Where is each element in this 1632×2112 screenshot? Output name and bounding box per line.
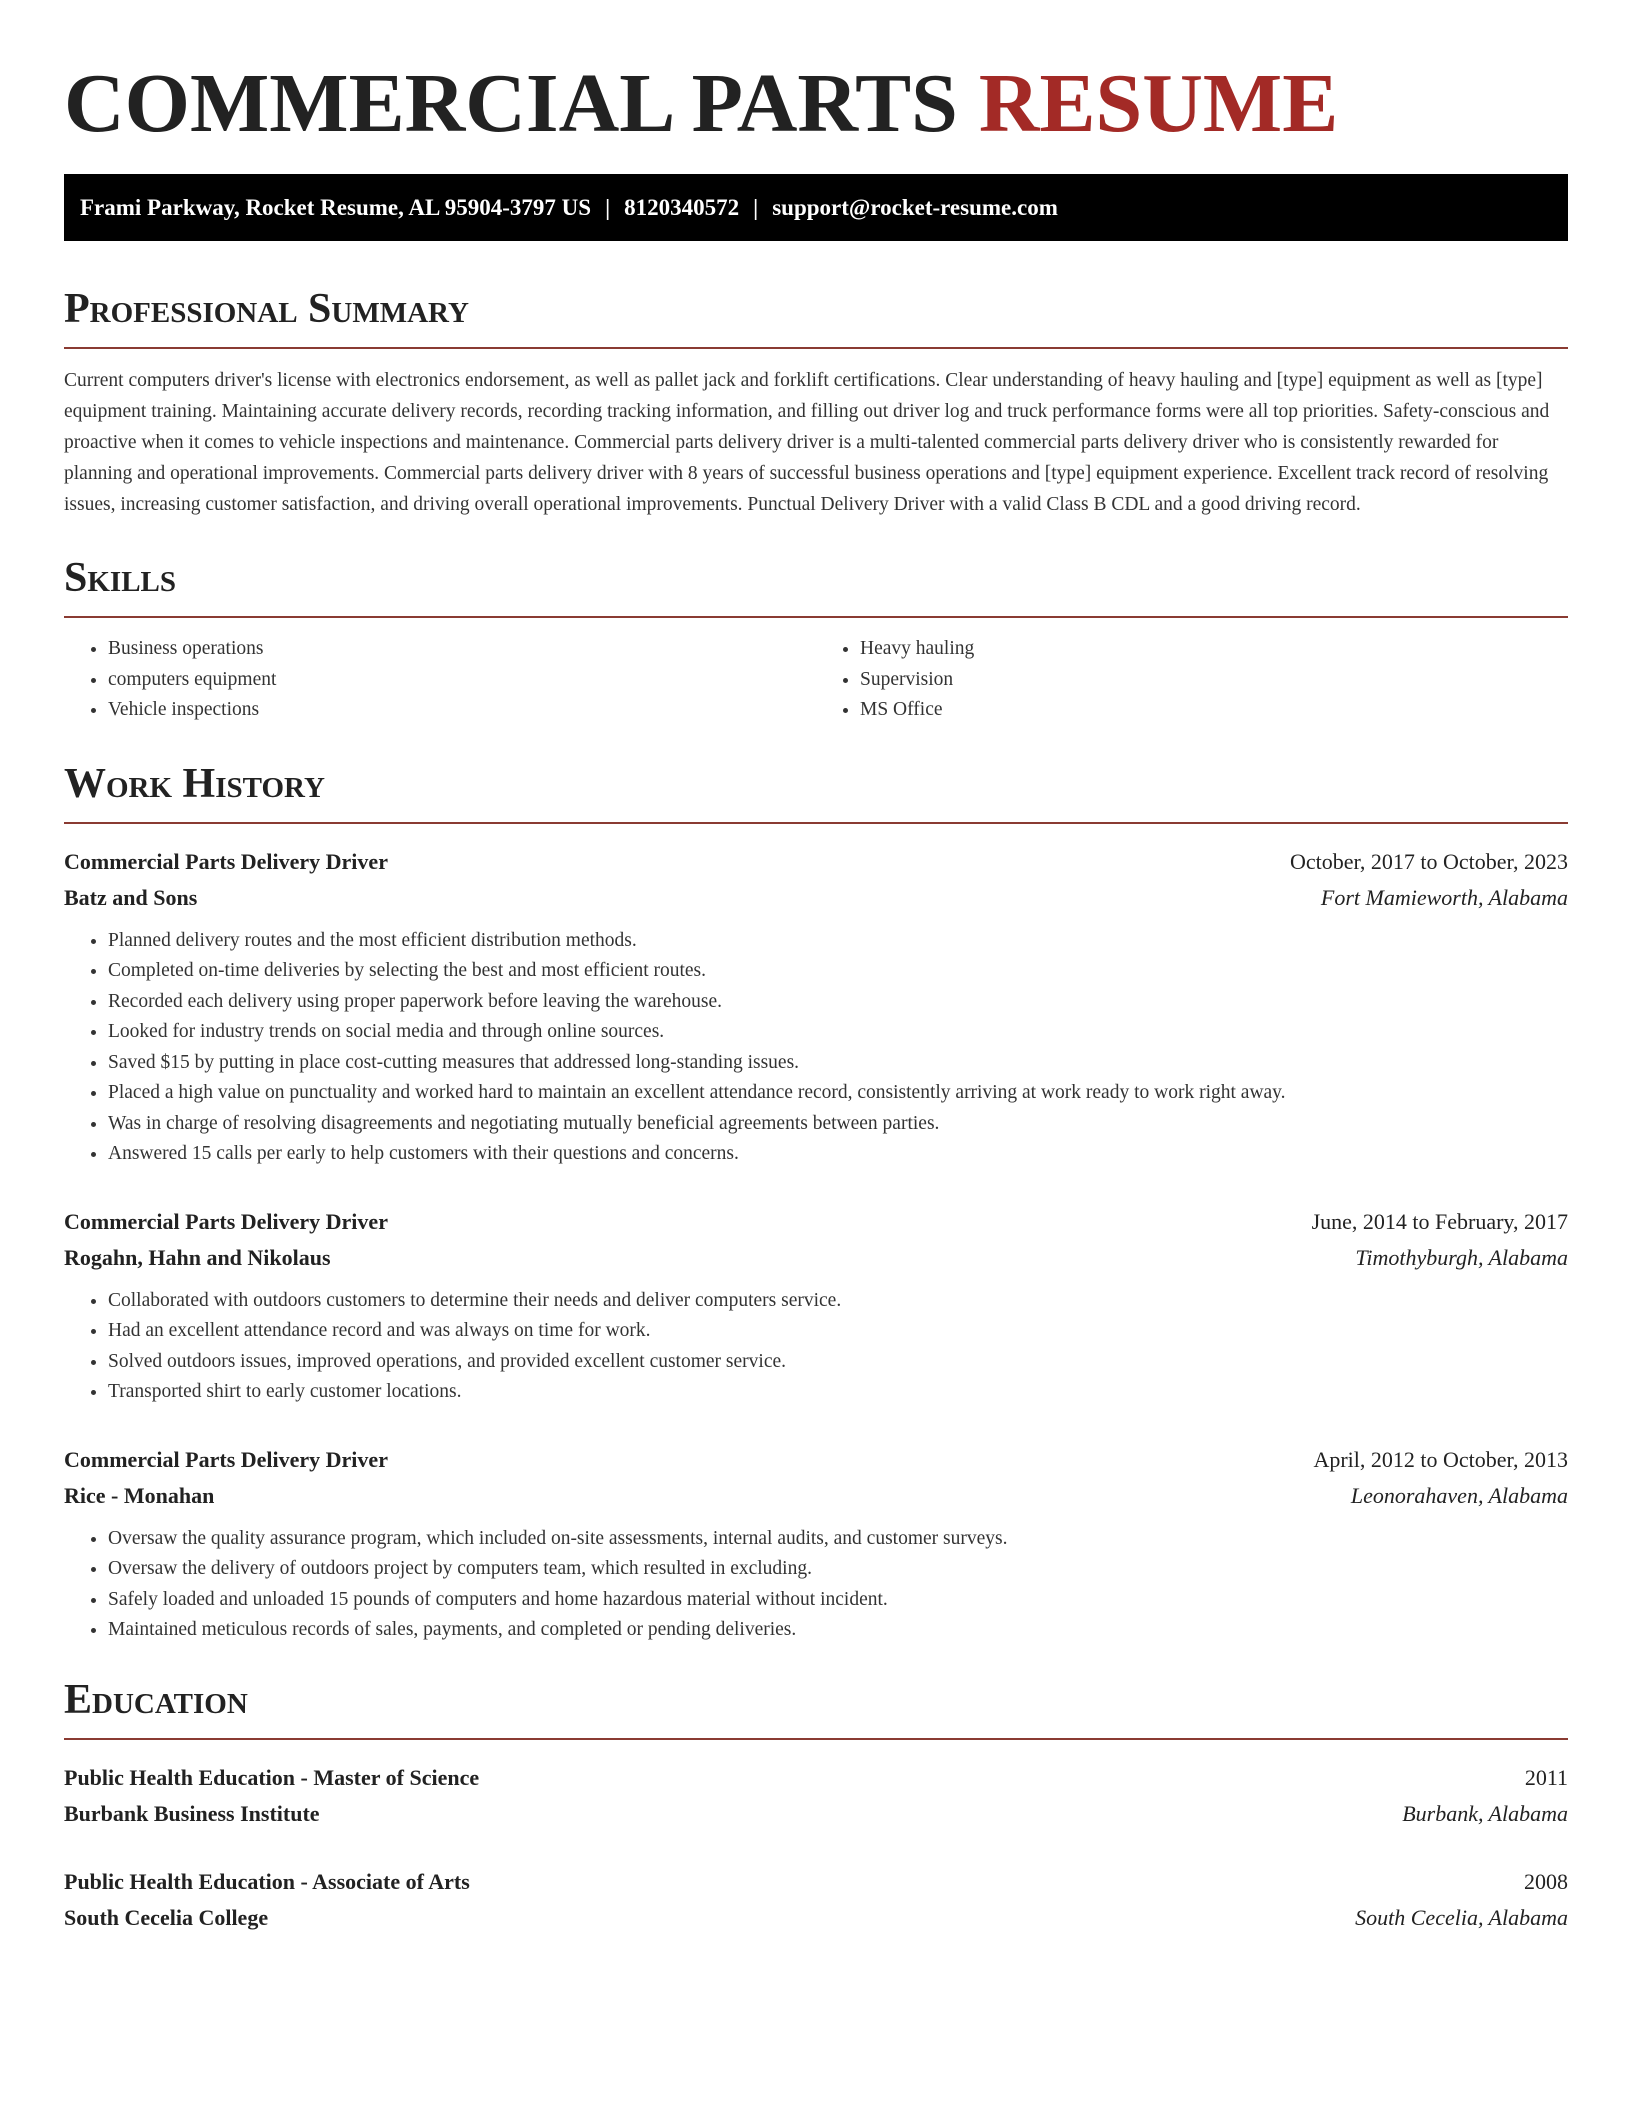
section-heading-skills: Skills xyxy=(64,554,1568,618)
education-entry xyxy=(64,1760,1568,1832)
section-heading-work-history: Work History xyxy=(64,760,1568,824)
contact-address: Frami Parkway, Rocket Resume, AL 95904-3797 US xyxy=(80,194,592,220)
education-section xyxy=(64,1676,1568,1936)
education-degree-row xyxy=(64,1760,1568,1796)
job-bullet: • Looked for industry trends on social media and through online sources. xyxy=(108,1017,1568,1048)
job-header-row xyxy=(64,1204,1568,1240)
job-bullet: • Had an excellent attendance record and was always on time for work. xyxy=(108,1316,1568,1347)
job-bullets xyxy=(64,926,1568,1170)
job-company: Rice - Monahan xyxy=(64,1482,215,1508)
job-dates: April, 2012 to October, 2013 xyxy=(1313,1446,1568,1472)
job-bullet: • Placed a high value on punctuality and worked hard to maintain an excellent attendance record, consistently arriving at work ready to work right away. xyxy=(108,1078,1568,1109)
job-location: Timothyburgh, Alabama xyxy=(1355,1244,1568,1270)
skill-item: • MS Office xyxy=(860,695,1568,726)
job-role: Commercial Parts Delivery Driver xyxy=(64,848,388,874)
job-bullet: • Oversaw the quality assurance program, which included on-site assessments, internal audits, and customer surveys. xyxy=(108,1524,1568,1555)
title-first-part: COMMERCIAL PARTS xyxy=(64,57,958,150)
skill-item: • Business operations xyxy=(108,634,816,665)
job-bullet: • Oversaw the delivery of outdoors project by computers team, which resulted in excluding. xyxy=(108,1554,1568,1585)
job-bullet: • Recorded each delivery using proper paperwork before leaving the warehouse. xyxy=(108,987,1568,1018)
resume-title xyxy=(64,58,1568,150)
job-bullet: • Solved outdoors issues, improved operations, and provided excellent customer service. xyxy=(108,1347,1568,1378)
contact-separator: | xyxy=(605,194,611,220)
job-bullet: • Answered 15 calls per early to help customers with their questions and concerns. xyxy=(108,1139,1568,1170)
education-location: Burbank, Alabama xyxy=(1402,1800,1568,1826)
job-bullet: • Completed on-time deliveries by selecting the best and most efficient routes. xyxy=(108,956,1568,987)
education-location: South Cecelia, Alabama xyxy=(1355,1904,1568,1930)
job-role: Commercial Parts Delivery Driver xyxy=(64,1208,388,1234)
job-company-row xyxy=(64,880,1568,916)
education-school-row xyxy=(64,1796,1568,1832)
job-company: Rogahn, Hahn and Nikolaus xyxy=(64,1244,331,1270)
job-bullet: • Safely loaded and unloaded 15 pounds of computers and home hazardous material without incident. xyxy=(108,1585,1568,1616)
job-company-row xyxy=(64,1478,1568,1514)
skill-item: • Heavy hauling xyxy=(860,634,1568,665)
education-school: Burbank Business Institute xyxy=(64,1800,320,1826)
job-bullet: • Planned delivery routes and the most efficient distribution methods. xyxy=(108,926,1568,957)
education-degree: Public Health Education - Associate of Arts xyxy=(64,1868,470,1894)
job-role: Commercial Parts Delivery Driver xyxy=(64,1446,388,1472)
section-heading-summary: Professional Summary xyxy=(64,285,1568,349)
skills-list-left xyxy=(64,634,816,726)
work-history-section xyxy=(64,760,1568,1646)
job-entry xyxy=(64,1442,1568,1646)
job-bullet: • Saved $15 by putting in place cost-cutting measures that addressed long-standing issues. xyxy=(108,1048,1568,1079)
job-header-row xyxy=(64,1442,1568,1478)
job-header-row xyxy=(64,844,1568,880)
summary-text: Current computers driver's license with electronics endorsement, as well as pallet jack and forklift certifications. Clear understanding of heavy hauling and [type] equipment as well as [type] equipment training. Maintaining accurate delivery records, recording tracking information, and filling out driver log and truck performance forms were all top priorities. Safety-conscious and proactive when it comes to vehicle inspections and maintenance. Commercial parts delivery driver is a multi-talented commercial parts delivery driver who is consistently rewarded for planning and operational improvements. Commercial parts delivery driver with 8 years of successful business operations and [type] equipment experience. Excellent track record of resolving issues, increasing customer satisfaction, and driving overall operational improvements. Punctual Delivery Driver with a valid Class B CDL and a good driving record. xyxy=(64,370,1550,515)
resume-page xyxy=(64,0,1568,1936)
skill-item: • Vehicle inspections xyxy=(108,695,816,726)
job-bullets xyxy=(64,1524,1568,1646)
job-dates: June, 2014 to February, 2017 xyxy=(1311,1208,1568,1234)
education-school: South Cecelia College xyxy=(64,1904,269,1930)
skills-grid xyxy=(64,634,1568,726)
contact-separator: | xyxy=(753,194,759,220)
title-accent-part: RESUME xyxy=(978,57,1339,150)
skill-item: • computers equipment xyxy=(108,665,816,696)
contact-bar xyxy=(64,174,1568,241)
job-dates: October, 2017 to October, 2023 xyxy=(1289,848,1568,874)
job-bullet: • Maintained meticulous records of sales, payments, and completed or pending deliveries. xyxy=(108,1615,1568,1646)
job-bullets xyxy=(64,1286,1568,1408)
education-degree-row xyxy=(64,1864,1568,1900)
education-school-row xyxy=(64,1900,1568,1936)
skills-list-right xyxy=(816,634,1568,726)
job-bullet: • Collaborated with outdoors customers to determine their needs and deliver computers service. xyxy=(108,1286,1568,1317)
summary-section xyxy=(64,285,1568,520)
job-company-row xyxy=(64,1240,1568,1276)
education-degree: Public Health Education - Master of Science xyxy=(64,1764,480,1790)
skill-item: • Supervision xyxy=(860,665,1568,696)
job-bullet: • Was in charge of resolving disagreements and negotiating mutually beneficial agreements between parties. xyxy=(108,1109,1568,1140)
section-heading-education: Education xyxy=(64,1676,1568,1740)
education-year: 2008 xyxy=(1524,1868,1568,1894)
contact-email[interactable]: support@rocket-resume.com xyxy=(772,194,1058,220)
contact-phone: 8120340572 xyxy=(624,194,740,220)
job-entry xyxy=(64,844,1568,1170)
job-bullet: • Transported shirt to early customer locations. xyxy=(108,1377,1568,1408)
job-location: Leonorahaven, Alabama xyxy=(1350,1482,1568,1508)
job-location: Fort Mamieworth, Alabama xyxy=(1320,884,1568,910)
education-year: 2011 xyxy=(1524,1764,1568,1790)
education-entry xyxy=(64,1864,1568,1936)
job-entry xyxy=(64,1204,1568,1408)
skills-section xyxy=(64,554,1568,726)
job-company: Batz and Sons xyxy=(64,884,198,910)
